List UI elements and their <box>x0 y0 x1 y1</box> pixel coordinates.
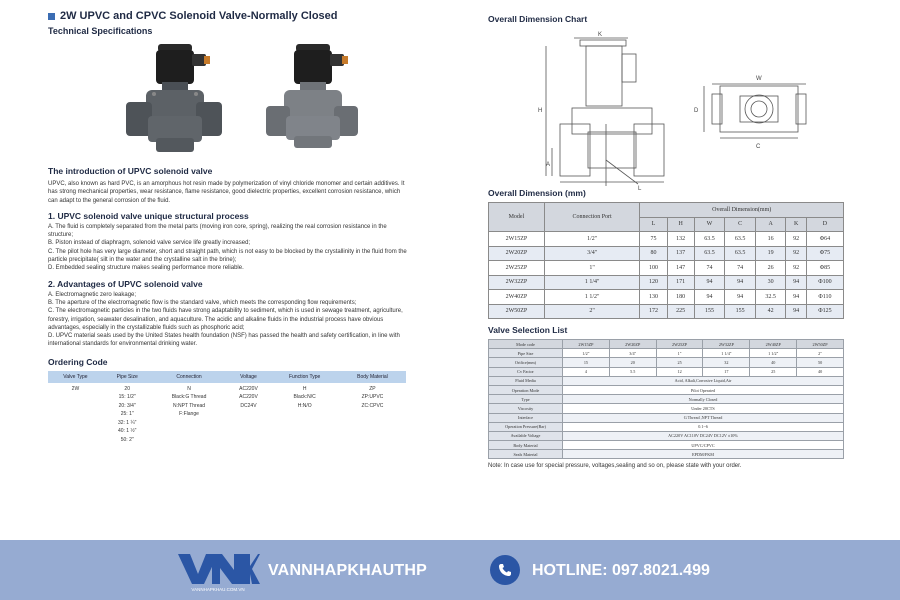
table-cell: 40 <box>797 367 844 376</box>
col-header: Pipe Size <box>103 371 152 383</box>
table-cell: 26 <box>755 261 786 276</box>
col-header: 2W40ZP <box>750 340 797 349</box>
cell: H:N/O <box>297 402 312 409</box>
list-item: A. Electromagnetic zero leakage; <box>48 291 137 298</box>
table-cell: 2" <box>797 349 844 358</box>
table-cell: Interface <box>489 413 563 422</box>
table-cell: Normally Closed <box>563 395 844 404</box>
table-cell: 25 <box>750 367 797 376</box>
dim-chart-heading: Overall Dimension Chart <box>488 14 588 24</box>
table-cell: Type <box>489 395 563 404</box>
cell: 40: 1 ½" <box>117 428 137 435</box>
col-header: L <box>640 217 667 232</box>
table-cell: 63.5 <box>694 246 725 261</box>
table-row <box>489 404 844 413</box>
table-cell: Φ75 <box>806 246 843 261</box>
cell: Black:N/C <box>293 394 316 401</box>
cell: N:NPT Thread <box>173 402 206 409</box>
left-column <box>48 10 408 446</box>
col-header-model: Model <box>489 203 545 232</box>
table-cell: 30 <box>755 275 786 290</box>
table-cell: 94 <box>725 290 756 305</box>
label-d: D <box>694 108 699 114</box>
table-cell: 94 <box>786 304 806 319</box>
table-row <box>489 395 844 404</box>
cell: DC24V <box>240 402 257 409</box>
ordering-row <box>48 383 406 447</box>
label-a: A <box>546 162 551 168</box>
document-title <box>48 10 408 22</box>
table-cell: Body Material <box>489 441 563 450</box>
table-cell: Viscosity <box>489 404 563 413</box>
table-cell: 17 <box>703 367 750 376</box>
table-cell: 4 <box>563 367 610 376</box>
section1-list <box>48 223 408 273</box>
table-cell: 63.5 <box>725 246 756 261</box>
cell: ZC:CPVC <box>361 402 384 409</box>
table-cell: 180 <box>667 290 694 305</box>
sel-heading: Valve Selection List <box>488 325 568 335</box>
table-cell: 32 <box>703 358 750 367</box>
table-cell: 155 <box>694 304 725 319</box>
ordering-heading: Ordering Code <box>48 356 108 367</box>
table-cell: 2W50ZP <box>489 304 545 319</box>
table-cell: 1/2" <box>563 349 610 358</box>
ordering-col-function <box>270 383 339 447</box>
table-cell: 80 <box>640 246 667 261</box>
table-row <box>489 290 844 305</box>
table-cell: 74 <box>725 261 756 276</box>
table-cell: 16 <box>755 232 786 247</box>
ordering-col-pipe-size <box>103 383 152 447</box>
cell: 20: 3/4" <box>118 402 136 409</box>
col-header: 2W50ZP <box>797 340 844 349</box>
valve-photo-2 <box>258 42 368 160</box>
table-cell: Cv Factor <box>489 367 563 376</box>
valve-photos <box>48 40 408 160</box>
list-item: B. Piston instead of diaphragm, solenoid valve service life greatly increased; <box>48 240 251 247</box>
table-cell: 2W15ZP <box>489 232 545 247</box>
table-cell: 120 <box>640 275 667 290</box>
table-cell: AC220V AC110V DC24V DC12V ±10% <box>563 431 844 440</box>
col-header: D <box>806 217 843 232</box>
table-cell: 74 <box>694 261 725 276</box>
ordering-col-voltage <box>227 383 271 447</box>
table-cell: 63.5 <box>694 232 725 247</box>
table-cell: 1 1/4" <box>703 349 750 358</box>
table-cell: Operation Pressure(Bar) <box>489 422 563 431</box>
footer-band <box>0 540 900 600</box>
label-l: L <box>638 186 642 192</box>
table-cell: 75 <box>640 232 667 247</box>
table-cell: 155 <box>725 304 756 319</box>
table-cell: 94 <box>786 290 806 305</box>
brand-name[interactable]: VANNHAPKHAUTHP <box>268 562 427 579</box>
table-cell: 92 <box>786 246 806 261</box>
cell: 32: 1 ¼" <box>117 419 137 426</box>
table-cell: 63.5 <box>725 232 756 247</box>
table-cell: Orifice(mm) <box>489 358 563 367</box>
footnote: Note: In case use for special pressure, voltages,sealing and so on, please state with your order. <box>488 463 742 470</box>
ordering-col-valve-type <box>48 383 103 447</box>
col-header: Valve Type <box>48 371 103 383</box>
valve-photo-1 <box>118 42 228 160</box>
cell: 50: 2" <box>120 436 134 443</box>
table-cell: Φ125 <box>806 304 843 319</box>
label-k: K <box>598 32 603 38</box>
col-header: Connection <box>152 371 227 383</box>
cell: 2W <box>71 385 80 392</box>
table-cell: G Thread ,NPT Thread <box>563 413 844 422</box>
table-cell: 3/4" <box>544 246 640 261</box>
phone-icon[interactable] <box>490 555 520 585</box>
ordering-col-body <box>339 383 406 447</box>
table-row <box>489 232 844 247</box>
col-header-overall: Overall Dimension(mm) <box>640 203 844 218</box>
table-cell: 40 <box>750 358 797 367</box>
table-cell: 130 <box>640 290 667 305</box>
document-title-text: 2W UPVC and CPVC Solenoid Valve-Normally Closed <box>60 10 338 22</box>
list-item: C. The electromagnetic particles in the two fluids have strong adaptability to sediment, which is used in sewage treatment, agriculture, forestry, irrigation, seawater desalination, and aquaculture. The acidic and alkaline fluids in the industrial process have obvious advantages, especially in the crystallizable fluids such as phosphoric acid; <box>48 308 403 331</box>
tech-specs-heading: Technical Specifications <box>48 26 153 36</box>
cell: 25: 1" <box>120 411 134 418</box>
label-c: C <box>756 144 761 150</box>
table-cell: EPDM/FKM <box>563 450 844 459</box>
table-row <box>489 431 844 440</box>
cell: ZP:UPVC <box>361 394 384 401</box>
cell: H <box>302 385 307 392</box>
table-cell: 92 <box>786 232 806 247</box>
table-cell: 20 <box>609 358 656 367</box>
label-h: H <box>538 108 543 114</box>
table-row <box>489 441 844 450</box>
table-cell: Operation Mode <box>489 385 563 394</box>
selection-table <box>488 339 844 459</box>
table-cell: 225 <box>667 304 694 319</box>
ordering-col-connection <box>152 383 227 447</box>
table-cell: Seals Material <box>489 450 563 459</box>
cell: ZP <box>369 385 376 392</box>
table-row <box>489 304 844 319</box>
sel-header-row <box>489 340 844 349</box>
table-cell: 92 <box>786 261 806 276</box>
table-cell: UPVC/CPVC <box>563 441 844 450</box>
section1-heading: 1. UPVC solenoid valve unique structural process <box>48 210 249 221</box>
table-cell: 2W25ZP <box>489 261 545 276</box>
table-cell: 2W20ZP <box>489 246 545 261</box>
dim-header-row <box>489 203 844 218</box>
dim-body <box>489 232 844 319</box>
ordering-table <box>48 371 406 447</box>
table-cell: Pipe Size <box>489 349 563 358</box>
col-header: Mode code <box>489 340 563 349</box>
table-cell: Φ110 <box>806 290 843 305</box>
table-cell: 1/2" <box>544 232 640 247</box>
table-cell: 0.1~6 <box>563 422 844 431</box>
section2-heading: 2. Advantages of UPVC solenoid valve <box>48 278 203 289</box>
col-header: K <box>786 217 806 232</box>
table-row <box>489 261 844 276</box>
table-cell: Pilot Operated <box>563 385 844 394</box>
table-row <box>489 275 844 290</box>
ordering-header-row <box>48 371 406 383</box>
title-bullet-icon <box>48 13 55 20</box>
table-cell: 2W40ZP <box>489 290 545 305</box>
table-cell: 1 1/4" <box>544 275 640 290</box>
table-cell: Φ100 <box>806 275 843 290</box>
table-row <box>489 450 844 459</box>
cell: 20 <box>124 385 130 392</box>
hotline-text[interactable]: HOTLINE: 097.8021.499 <box>532 562 710 579</box>
col-header: Function Type <box>270 371 339 383</box>
right-column <box>488 14 848 469</box>
table-row <box>489 349 844 358</box>
table-cell: 32.5 <box>755 290 786 305</box>
table-cell: 1 1/2" <box>544 290 640 305</box>
label-w: W <box>756 76 762 82</box>
table-cell: 94 <box>694 275 725 290</box>
col-header: H <box>667 217 694 232</box>
table-cell: 94 <box>725 275 756 290</box>
table-cell: Available Voltage <box>489 431 563 440</box>
table-cell: Φ64 <box>806 232 843 247</box>
list-item: A. The fluid is completely separated from the metal parts (moving iron core, spring), realizing the real corrosion resistance in the structure; <box>48 223 387 239</box>
table-cell: 171 <box>667 275 694 290</box>
intro-text: UPVC, also known as hard PVC, is an amorphous hot resin made by polymerization of vinyl chloride monomer and certain additives. It has strong mechanical properties, wear resistance, flame resistance, good dielectric properties, excellent corrosion resistance, which can adapt to the general corrosion of the fluid. <box>48 181 405 204</box>
cell: F:Flange <box>179 411 199 418</box>
list-item: D. Embedded sealing structure makes sealing performance more reliable. <box>48 265 244 272</box>
table-cell: Under 20CTS <box>563 404 844 413</box>
col-header: 2W15ZP <box>563 340 610 349</box>
dimension-table <box>488 202 844 319</box>
table-cell: 50 <box>797 358 844 367</box>
dimension-drawing <box>488 28 848 192</box>
vnk-logo[interactable] <box>176 550 260 592</box>
cell: N <box>187 385 191 392</box>
table-row <box>489 246 844 261</box>
cell: AC220V <box>239 394 258 401</box>
col-header: C <box>725 217 756 232</box>
logo-icon <box>176 550 260 592</box>
table-cell: 2" <box>544 304 640 319</box>
list-item: C. The pilot hole has very large diameter, short and straight path, which is not easy to be blocked by the crystallinity in the fluid from the particle precipitate( silt in the water and the crystalline salt in the brine); <box>48 248 407 264</box>
table-cell: Acid, Alkali,Corrosive Liquid,Air <box>563 376 844 385</box>
col-header: 2W32ZP <box>703 340 750 349</box>
table-cell: 5.5 <box>609 367 656 376</box>
table-cell: 147 <box>667 261 694 276</box>
table-cell: Φ85 <box>806 261 843 276</box>
intro-heading: The introduction of UPVC solenoid valve <box>48 166 213 176</box>
cell: Black:G Thread <box>171 394 207 401</box>
table-cell: Fluid Media <box>489 376 563 385</box>
section2-list <box>48 291 408 349</box>
table-cell: 137 <box>667 246 694 261</box>
dimension-drawing-svg <box>488 28 848 192</box>
table-cell: 12 <box>656 367 703 376</box>
table-cell: 100 <box>640 261 667 276</box>
table-row <box>489 358 844 367</box>
col-header: Body Material <box>339 371 406 383</box>
table-cell: 132 <box>667 232 694 247</box>
cell: AC220V <box>239 385 258 392</box>
table-cell: 94 <box>694 290 725 305</box>
table-cell: 1 1/2" <box>750 349 797 358</box>
table-cell: 25 <box>656 358 703 367</box>
logo-url: VANNHAPKHAU.COM.VN <box>191 587 245 592</box>
col-header-port: Connection Port <box>544 203 640 232</box>
col-header: W <box>694 217 725 232</box>
table-cell: 3/4" <box>609 349 656 358</box>
dim-heading: Overall Dimension (mm) <box>488 188 586 198</box>
table-row <box>489 413 844 422</box>
table-row <box>489 376 844 385</box>
table-cell: 1" <box>656 349 703 358</box>
sel-body <box>489 349 844 459</box>
table-cell: 172 <box>640 304 667 319</box>
list-item: B. The aperture of the electromagnetic flow is the standard valve, which meets the corresponding flow requirements; <box>48 299 357 306</box>
table-cell: 19 <box>755 246 786 261</box>
table-cell: 42 <box>755 304 786 319</box>
table-row <box>489 422 844 431</box>
table-cell: 15 <box>563 358 610 367</box>
col-header: A <box>755 217 786 232</box>
table-row <box>489 385 844 394</box>
col-header: 2W20ZP <box>609 340 656 349</box>
table-cell: 1" <box>544 261 640 276</box>
col-header: Voltage <box>227 371 271 383</box>
col-header: 2W25ZP <box>656 340 703 349</box>
list-item: D. UPVC material seals used by the United States health foundation (NSF) has passed the health and safety certification, in line with international standards for environmental drinking water. <box>48 333 400 348</box>
table-cell: 2W32ZP <box>489 275 545 290</box>
cell: 15: 1/2" <box>118 394 136 401</box>
table-cell: 94 <box>786 275 806 290</box>
table-row <box>489 367 844 376</box>
